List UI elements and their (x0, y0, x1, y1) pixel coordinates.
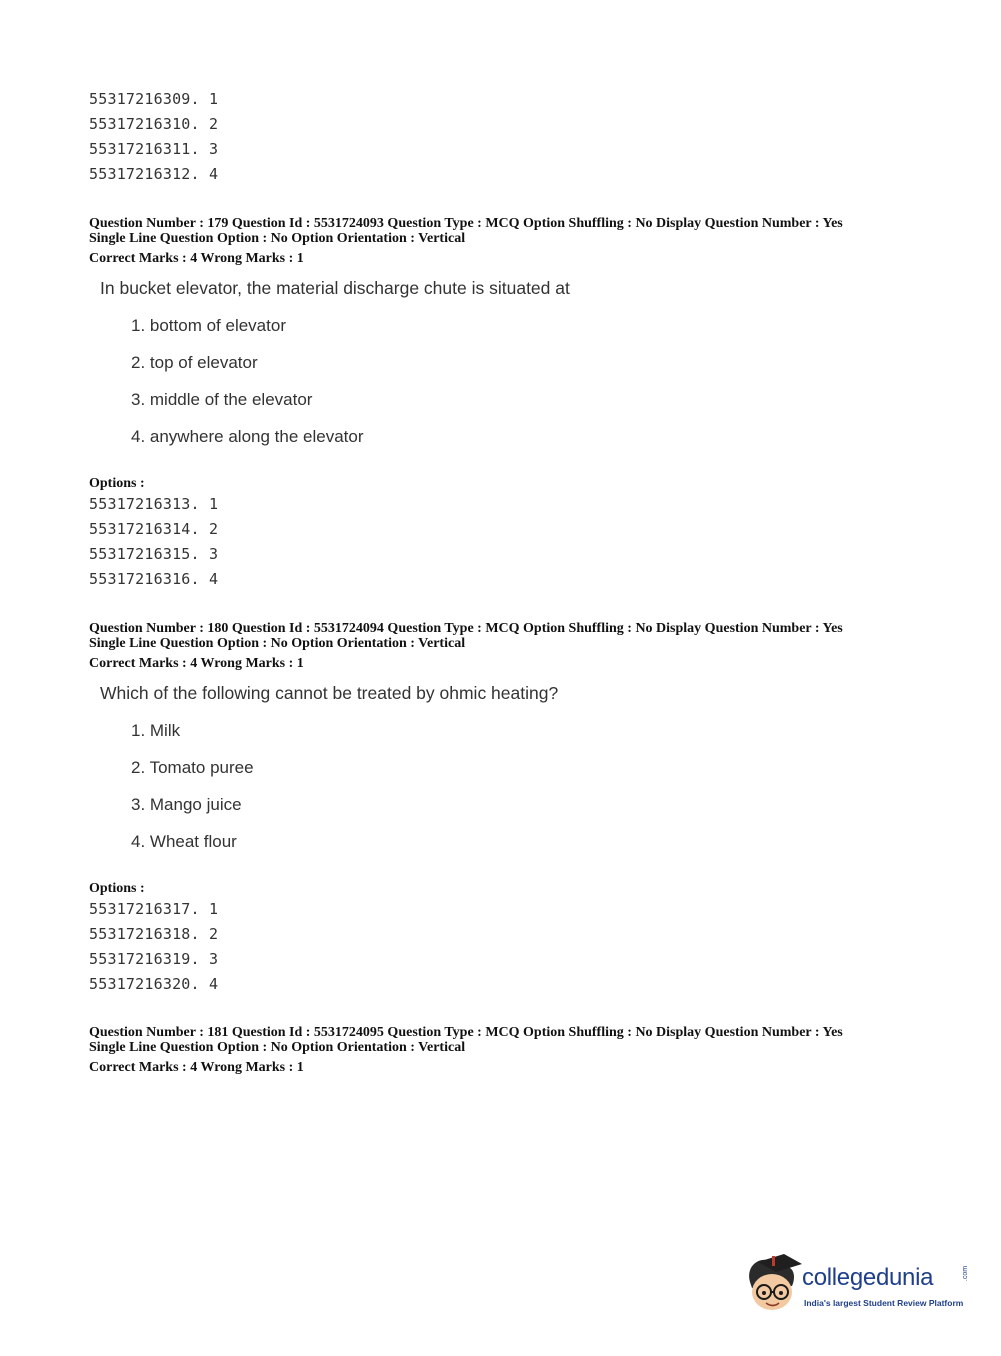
answer-choice: 1. bottom of elevator (131, 316, 286, 335)
option-code: 55317216311. 3 (89, 140, 219, 158)
answer-choice: 3. Mango juice (131, 795, 242, 814)
option-code: 55317216310. 2 (89, 115, 219, 133)
question-marks: Correct Marks : 4 Wrong Marks : 1 (89, 1060, 304, 1075)
question-meta-line: Single Line Question Option : No Option Orientation : Vertical (89, 636, 466, 651)
option-code: 55317216319. 3 (89, 950, 219, 968)
option-code: 55317216318. 2 (89, 925, 219, 943)
answer-choice: 2. top of elevator (131, 353, 258, 372)
mascot-icon (742, 1248, 804, 1318)
logo-tagline: India's largest Student Review Platform (804, 1298, 964, 1308)
logo-suffix: .com (962, 1265, 970, 1282)
option-code: 55317216320. 4 (89, 975, 219, 993)
question-marks: Correct Marks : 4 Wrong Marks : 1 (89, 251, 304, 266)
question-179-choices (131, 315, 364, 463)
collegedunia-logo[interactable] (742, 1248, 972, 1318)
answer-choice: 1. Milk (131, 721, 181, 740)
prev-question-options (89, 87, 218, 187)
option-code: 55317216312. 4 (89, 165, 219, 183)
question-179-options (89, 492, 218, 592)
option-code: 55317216315. 3 (89, 545, 219, 563)
logo-name: collegedunia (802, 1264, 934, 1291)
option-code: 55317216314. 2 (89, 520, 219, 538)
question-meta-line: Question Number : 181 Question Id : 5531724095 Question Type : MCQ Option Shuffling : No Display Question Number : Yes (89, 1025, 843, 1040)
question-179-meta (89, 216, 919, 266)
option-code: 55317216316. 4 (89, 570, 219, 588)
question-meta-line: Question Number : 180 Question Id : 5531724094 Question Type : MCQ Option Shuffling : No Display Question Number : Yes (89, 621, 843, 636)
question-180-choices (131, 720, 254, 868)
question-180-text: Which of the following cannot be treated by ohmic heating? (100, 683, 559, 703)
question-meta-line: Question Number : 179 Question Id : 5531724093 Question Type : MCQ Option Shuffling : No Display Question Number : Yes (89, 216, 843, 231)
question-181-meta (89, 1025, 919, 1075)
question-meta-line: Single Line Question Option : No Option Orientation : Vertical (89, 231, 466, 246)
question-180-options (89, 897, 218, 997)
question-marks: Correct Marks : 4 Wrong Marks : 1 (89, 656, 304, 671)
answer-choice: 4. Wheat flour (131, 832, 237, 851)
option-code: 55317216317. 1 (89, 900, 219, 918)
option-code: 55317216313. 1 (89, 495, 219, 513)
question-180-meta (89, 621, 919, 671)
answer-choice: 3. middle of the elevator (131, 390, 313, 409)
answer-choice: 4. anywhere along the elevator (131, 427, 364, 446)
question-meta-line: Single Line Question Option : No Option Orientation : Vertical (89, 1040, 466, 1055)
options-label: Options : (89, 476, 145, 491)
option-code: 55317216309. 1 (89, 90, 219, 108)
question-179-text: In bucket elevator, the material discharge chute is situated at (100, 278, 570, 298)
options-label: Options : (89, 881, 145, 896)
answer-choice: 2. Tomato puree (131, 758, 254, 777)
